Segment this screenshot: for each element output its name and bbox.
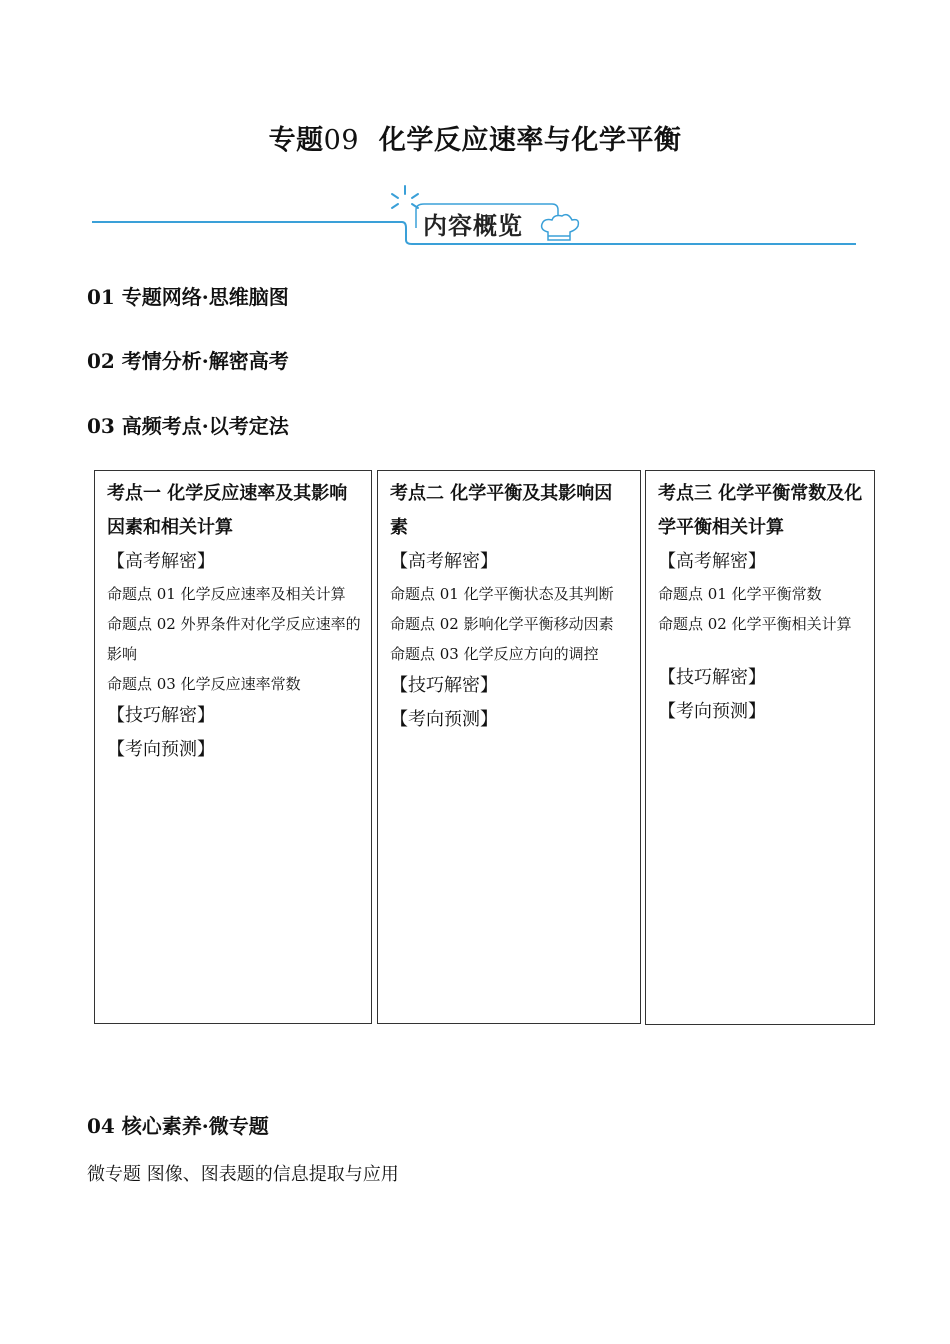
list-item: 命题点 01 化学平衡常数 (658, 585, 822, 603)
list-item: 命题点 03 化学反应方向的调控 (390, 645, 599, 663)
skills-label: 【技巧解密】 (658, 667, 766, 688)
list-item: 命题点 01 化学反应速率及相关计算 (107, 585, 346, 603)
topic-box-1 (94, 470, 372, 1024)
chef-hat-icon (542, 215, 579, 240)
forecast-label: 【考向预测】 (107, 739, 215, 760)
list-item: 命题点 01 化学平衡状态及其判断 (390, 585, 614, 603)
sparkle-icon (392, 186, 418, 208)
topic-box-3 (645, 470, 875, 1025)
forecast-label: 【考向预测】 (658, 701, 766, 722)
micro-topic: 微专题 图像、图表题的信息提取与应用 (87, 1164, 399, 1185)
section-mindmap: 01 专题网络·思维脑图 (87, 285, 289, 309)
skills-label: 【技巧解密】 (390, 675, 498, 696)
topic-heading: 考点一 化学反应速率及其影响因素和相关计算 (107, 483, 348, 538)
list-item: 命题点 02 影响化学平衡移动因素 (390, 615, 614, 633)
forecast-label: 【考向预测】 (390, 709, 498, 730)
topic-heading: 考点三 化学平衡常数及化学平衡相关计算 (658, 483, 863, 538)
topic-heading: 考点二 化学平衡及其影响因素 (390, 483, 613, 538)
secrets-label: 【高考解密】 (390, 551, 498, 572)
secrets-label: 【高考解密】 (107, 551, 215, 572)
list-item: 命题点 03 化学反应速率常数 (107, 675, 301, 693)
secrets-label: 【高考解密】 (658, 551, 766, 572)
topic-box-2 (377, 470, 641, 1024)
section-core-literacy: 04 核心素养·微专题 (87, 1114, 269, 1138)
section-key-points: 03 高频考点·以考定法 (87, 414, 289, 438)
page-title: 专题09 化学反应速率与化学平衡 (268, 125, 682, 156)
section-exam-analysis: 02 考情分析·解密高考 (87, 349, 289, 373)
list-item: 命题点 02 外界条件对化学反应速率的影响 (107, 615, 361, 663)
list-item: 命题点 02 化学平衡相关计算 (658, 615, 852, 633)
skills-label: 【技巧解密】 (107, 705, 215, 726)
content-overview-label: 内容概览 (423, 212, 523, 240)
